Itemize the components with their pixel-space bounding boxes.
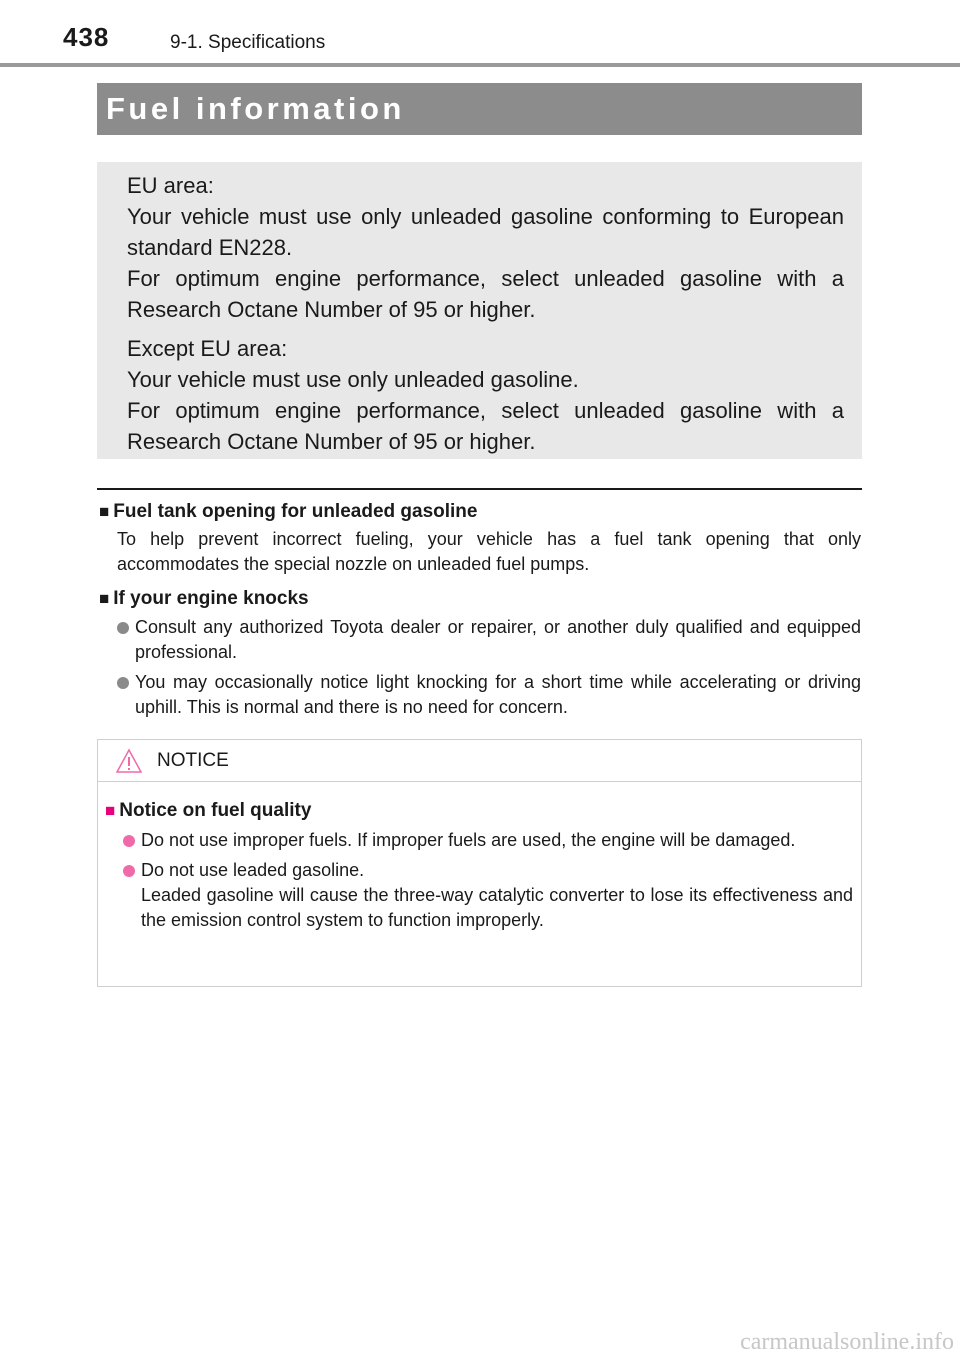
notice-title: NOTICE	[157, 750, 229, 771]
eu-octane: For optimum engine performance, select unleaded gasoline with a Research Octane Number of 95 or higher.	[127, 266, 844, 322]
notice-bullet-text: Leaded gasoline will cause the three-way catalytic converter to lose its effectiveness and the emission control system to function improperly.	[141, 885, 853, 930]
notice-heading	[105, 798, 853, 824]
list-item	[123, 858, 853, 933]
watermark: carmanualsonline.info	[740, 1329, 954, 1355]
header-rule	[0, 63, 960, 67]
except-eu-label: Except EU area:	[127, 336, 288, 361]
notice-header	[98, 740, 861, 782]
page-number: 438	[63, 22, 110, 52]
knock-bullet-text: Consult any authorized Toyota dealer or repairer, or another duly qualified and equipped professional.	[135, 617, 861, 662]
round-bullet-icon	[123, 835, 135, 847]
square-bullet-icon: ■	[99, 502, 110, 521]
list-item	[117, 615, 861, 665]
eu-label: EU area:	[127, 173, 214, 198]
round-bullet-icon	[117, 677, 129, 689]
except-eu-requirement: Your vehicle must use only unleaded gasoline.	[127, 367, 579, 392]
notice-heading-text: Notice on fuel quality	[119, 800, 312, 821]
tank-text: To help prevent incorrect fueling, your vehicle has a fuel tank opening that only accommodates the special nozzle on unleaded fuel pumps.	[117, 529, 861, 574]
notice-bullet-text: Do not use improper fuels. If improper fuels are used, the engine will be damaged.	[141, 830, 796, 850]
notes-section	[99, 499, 861, 720]
notice-bullet-text: Do not use leaded gasoline.	[141, 860, 365, 880]
title-bar	[97, 83, 862, 135]
warning-triangle-icon	[115, 748, 143, 774]
section-divider	[97, 488, 862, 490]
round-bullet-icon	[117, 622, 129, 634]
section-label: 9-1. Specifications	[170, 32, 326, 53]
notice-box	[97, 739, 862, 987]
list-item	[117, 670, 861, 720]
knock-bullet-text: You may occasionally notice light knocking for a short time while accelerating or driving uphill. This is normal and there is no need for concern.	[135, 672, 861, 717]
eu-requirement: Your vehicle must use only unleaded gasoline conforming to European standard EN228.	[127, 204, 844, 260]
tank-heading	[99, 499, 861, 525]
knock-heading-text: If your engine knocks	[113, 588, 309, 609]
knock-heading	[99, 586, 861, 612]
round-bullet-icon	[123, 865, 135, 877]
page-header	[0, 0, 960, 68]
page-title: Fuel information	[106, 91, 405, 126]
square-bullet-icon: ■	[105, 801, 116, 820]
list-item	[123, 828, 853, 853]
tank-heading-text: Fuel tank opening for unleaded gasoline	[113, 501, 478, 522]
except-eu-octane: For optimum engine performance, select unleaded gasoline with a Research Octane Number of 95 or higher.	[127, 398, 844, 454]
square-bullet-icon: ■	[99, 589, 110, 608]
notice-body	[105, 798, 853, 933]
fuel-info-box	[97, 162, 862, 459]
